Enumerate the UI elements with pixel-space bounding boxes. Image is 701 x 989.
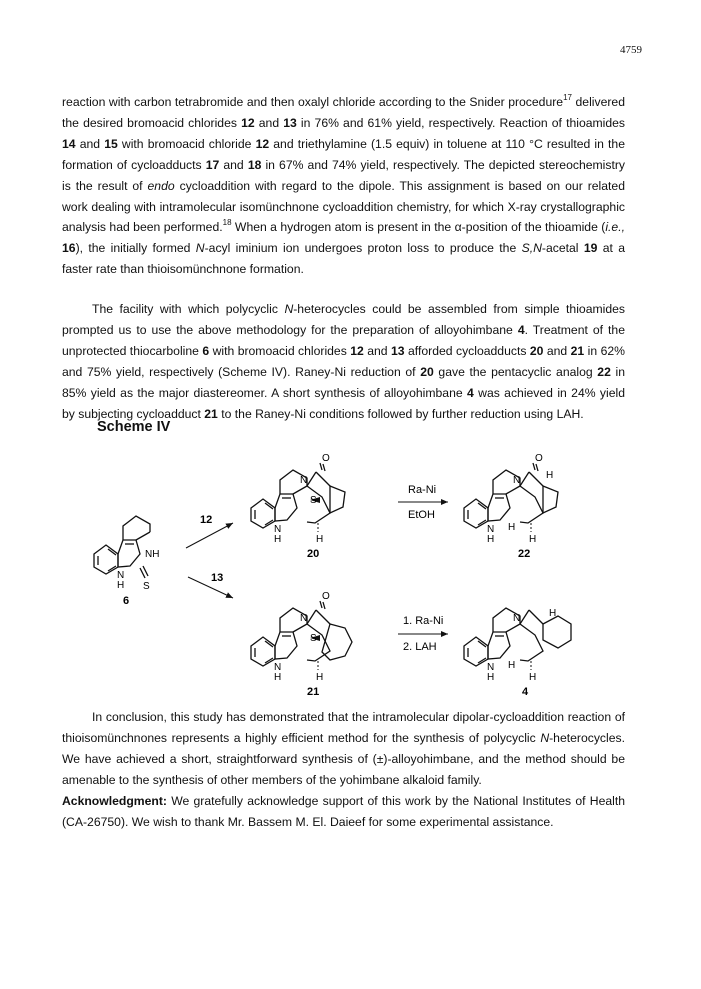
- atom-label: H: [508, 660, 516, 671]
- atom-label: O: [322, 591, 330, 602]
- reagent-ra-ni: Ra-Ni: [408, 484, 437, 496]
- compound-label-20: 20: [307, 548, 320, 560]
- compound-20-structure: [251, 453, 345, 560]
- paragraph-2: The facility with which polycyclic N-heterocycles could be assembled from simple thioamides prompted us to use the above methodology for the preparation of alloyohimbane 4. Treatment of the unprotected thiocarboline 6 with bromoacid chlorides 12 and 13 afforded cycloadducts 20 and 21 in 62% and 75% yield, respectively (Scheme IV). Raney-Ni reduction of 20 gave the pentacyclic analog 22 in 85% yield as the major diastereomer. A short synthesis of alloyohimbane 4 was achieved in 24% yield by subjecting cycloadduct 21 to the Raney-Ni conditions followed by further reduction using LAH.: [62, 302, 625, 421]
- atom-label: H: [487, 672, 495, 683]
- atom-label: H: [529, 672, 537, 683]
- compound-6-structure: [94, 516, 159, 607]
- compound-ref: 13: [391, 343, 405, 358]
- compound-ref: 6: [202, 343, 210, 358]
- atom-label: N: [487, 524, 495, 535]
- paragraph-acknowledgment: Acknowledgment: We gratefully acknowledge support of this work by the National Institutes of Health (CA-26750). We wish to thank Mr. Bassem M. El. Daieef for some experimental assistance.: [62, 794, 625, 829]
- compound-label-6: 6: [123, 595, 130, 607]
- atom-label: N: [300, 613, 308, 624]
- arrow-label-12: 12: [200, 514, 213, 526]
- atom-label: N: [513, 475, 521, 486]
- paragraph-3: In conclusion, this study has demonstrated that the intramolecular dipolar-cycloaddition reaction of thioisomünchnones represents a highly efficient method for the synthesis of polycyclic N-heterocycles. We have achieved a short, straightforward synthesis of (±)-alloyohimbane, and the method should be amenable to the synthesis of other members of the yohimbane alkaloid family.: [62, 710, 625, 787]
- reagent-etoh: EtOH: [408, 509, 435, 521]
- compound-ref: 12: [350, 343, 364, 358]
- reagent-lah-step2: 2. LAH: [403, 641, 437, 653]
- atom-label: S: [143, 581, 150, 592]
- reaction-scheme: [0, 430, 701, 700]
- compound-ref: 4: [467, 385, 474, 400]
- atom-label: H: [508, 522, 516, 533]
- atom-label: O: [535, 453, 543, 464]
- atom-label: S: [310, 495, 317, 506]
- reference-18: 18: [222, 218, 232, 228]
- compound-ref: 21: [204, 406, 218, 421]
- atom-label: N: [117, 570, 125, 581]
- atom-label: H: [274, 534, 282, 545]
- atom-label: N: [300, 475, 308, 486]
- arrow-to-20: [186, 523, 233, 548]
- reagent-ra-ni-step1: 1. Ra-Ni: [403, 615, 444, 627]
- atom-label: H: [487, 534, 495, 545]
- atom-label: NH: [145, 549, 160, 560]
- compound-ref: 22: [597, 364, 611, 379]
- compound-label-4: 4: [522, 686, 529, 698]
- compound-4-structure: [464, 608, 571, 698]
- acknowledgment-heading: Acknowledgment:: [62, 794, 167, 808]
- scheme-title: Scheme IV: [97, 419, 171, 435]
- compound-ref: 17: [205, 157, 220, 172]
- atom-label: H: [117, 580, 125, 591]
- atom-label: S: [310, 633, 317, 644]
- compound-ref: 13: [283, 115, 297, 130]
- page-number: 4759: [620, 44, 642, 56]
- compound-ref: 16: [62, 241, 76, 256]
- compound-ref: 15: [104, 136, 118, 151]
- atom-label: H: [274, 672, 282, 683]
- atom-label: O: [322, 453, 330, 464]
- atom-label: N: [513, 613, 521, 624]
- compound-ref: 21: [570, 343, 585, 358]
- compound-ref: 20: [529, 343, 544, 358]
- compound-label-22: 22: [518, 548, 531, 560]
- compound-ref: 20: [420, 364, 434, 379]
- atom-label: N: [274, 662, 282, 673]
- compound-ref: 4: [517, 322, 525, 337]
- compound-ref: 19: [583, 241, 598, 256]
- atom-label: N: [274, 524, 282, 535]
- compound-ref: 18: [247, 157, 262, 172]
- reference-17: 17: [563, 93, 572, 102]
- compound-ref: 12: [241, 115, 255, 130]
- arrow-label-13: 13: [211, 572, 224, 584]
- atom-label: N: [487, 662, 495, 673]
- atom-label: H: [546, 470, 554, 481]
- atom-label: H: [529, 534, 537, 545]
- atom-label: H: [316, 672, 324, 683]
- compound-ref: 14: [62, 136, 76, 151]
- compound-label-21: 21: [307, 686, 320, 698]
- paragraph-1: reaction with carbon tetrabromide and then oxalyl chloride according to the Snider procedure$^{17}$ delivered the desired bromoacid chlorides 12 and 13 in 76% and 61% yield, respectively. Reaction of thioamides 14 and 15 with bromoacid chloride 12 and triethylamine (1.5 equiv) in toluene at 110 °C resulted in the formation of cycloadducts 17 and 18 in 67% and 74% yield, respectively. The depicted stereochemistry is the result of endo cycloaddition with regard to the dipole. This assignment is based on our related work dealing with intramolecular isomünchnone cycloaddition chemistry, for which X-ray crystallographic analysis had been performed.$^{18}$ When a hydrogen atom is present in the α-position of the thioamide (i.e., 16), the initially formed N-acyl iminium ion undergoes proton loss to produce the S,N-acetal 19 at a faster rate than thioisomünchnone formation.: [62, 93, 626, 277]
- compound-ref: 12: [255, 136, 270, 151]
- atom-label: H: [549, 608, 557, 619]
- compound-22-structure: [464, 453, 558, 560]
- atom-label: H: [316, 534, 324, 545]
- compound-21-structure: [251, 591, 352, 698]
